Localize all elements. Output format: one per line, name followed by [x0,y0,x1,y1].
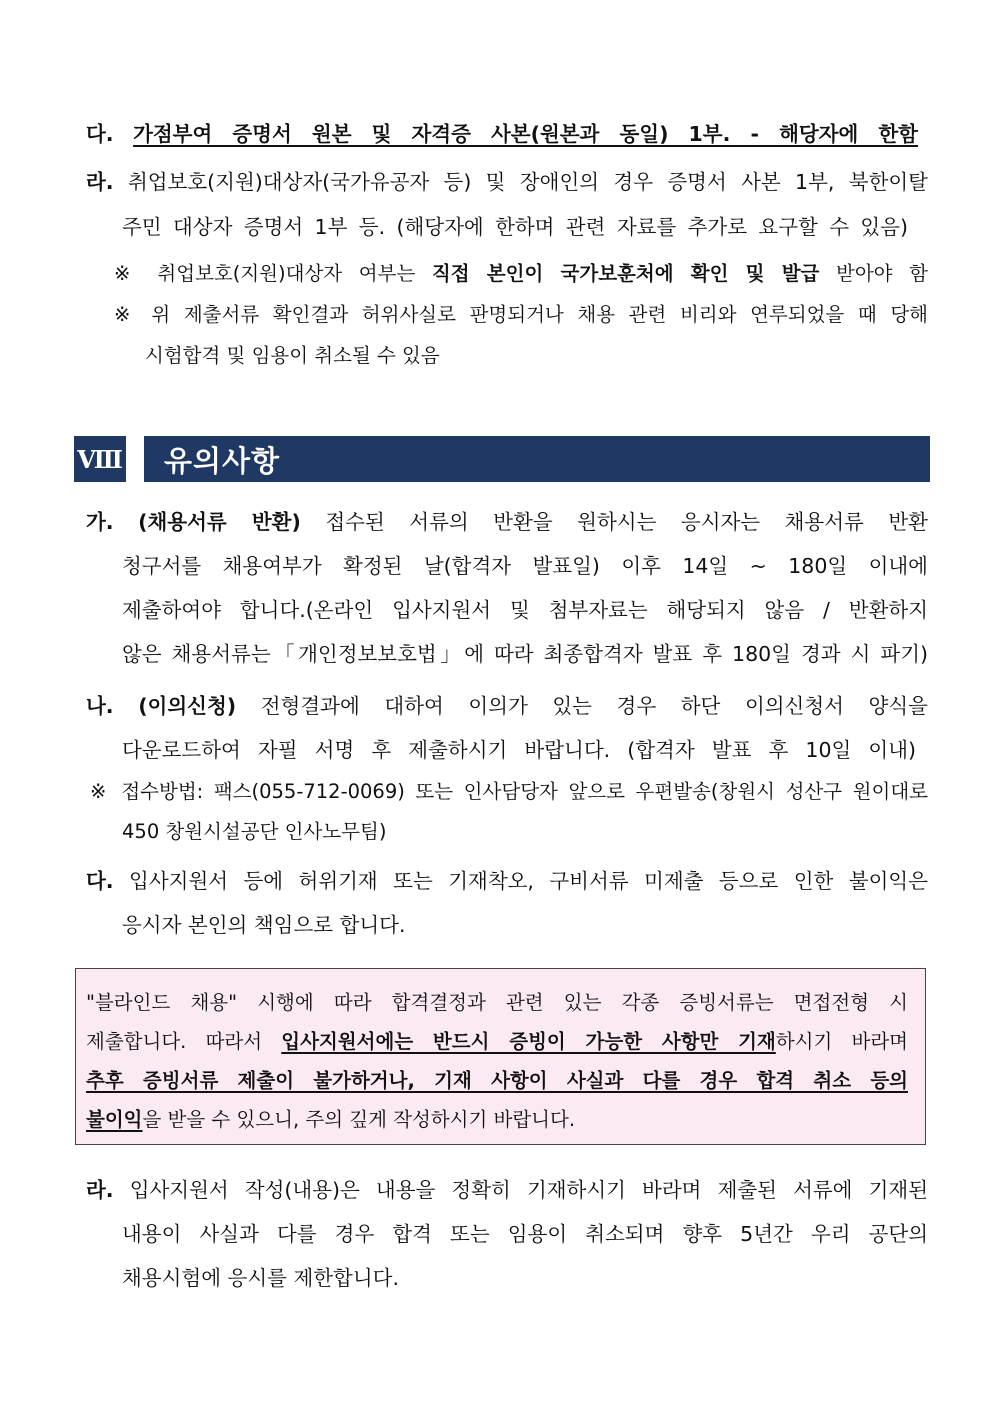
item-na-head: (이의신청) [138,694,237,718]
item-ga-line3: 제출하여야 합니다.(온라인 입사지원서 및 첨부자료는 해당되지 않음 / 반환하지 [122,598,928,622]
item-number: 다. [86,869,114,893]
item-da-text: 가점부여 증명서 원본 및 자격증 사본(원본과 동일) 1부. - 해당자에 한함 [133,122,918,146]
item-ga-line1: 접수된 서류의 반환을 원하시는 응시자는 채용서류 반환 [325,510,928,534]
item-ra-line1: 취업보호(지원)대상자(국가유공자 등) 및 장애인의 경우 증명서 사본 1부, 북한이탈 [127,170,928,194]
item-da-line1: 입사지원서 등에 허위기재 또는 기재착오, 구비서류 미제출 등으로 인한 불이익은 [129,869,928,893]
notice-line4-post: 을 받을 수 있으니, 주의 깊게 작성하시기 바랍니다. [142,1108,576,1131]
section-title-bar [144,436,930,482]
note-1 [114,264,928,284]
item-ra-top [86,172,928,193]
reference-mark-icon: ※ [114,262,141,285]
section-number: Ⅷ [74,436,126,482]
notice-line1: "블라인드 채용" 시행에 따라 합격결정과 관련 있는 각종 증빙서류는 면접전형 시 [86,991,908,1014]
note-1-bold: 직접 본인이 국가보훈처에 확인 및 발급 [431,262,820,285]
item-ra [86,1180,928,1201]
item-ga-line2: 청구서를 채용여부가 확정된 날(합격자 발표일) 이후 14일 ~ 180일 이내에 [122,554,928,578]
note-1-post: 받아야 함 [836,262,928,285]
item-ga-head: (채용서류 반환) [138,510,301,534]
notice-line2-post: 하시기 바라며 [775,1030,908,1053]
item-number: 나. [86,694,114,718]
note-2-line1: 위 제출서류 확인결과 허위사실로 판명되거나 채용 관련 비리와 연루되었을 때 당해 [151,303,929,326]
notice-line2 [86,1032,908,1052]
note-3 [90,782,928,802]
item-number: 가. [86,510,114,534]
item-da [86,871,928,892]
section-title: 유의사항 [164,443,281,478]
item-ra-line1: 입사지원서 작성(내용)은 내용을 정확히 기재하시기 바라며 제출된 서류에 기재된 [129,1178,928,1202]
item-da-top [86,124,918,145]
item-number: 라. [86,170,114,194]
item-da-line2: 응시자 본인의 책임으로 합니다. [122,913,406,937]
note-2 [114,305,928,325]
item-number: 다. [86,122,114,146]
item-ra-line2: 내용이 사실과 다를 경우 합격 또는 임용이 취소되며 향후 5년간 우리 공단의 [122,1222,928,1246]
item-na-line1: 전형결과에 대하여 이의가 있는 경우 하단 이의신청서 양식을 [260,694,928,718]
notice-line4-bold: 불이익 [86,1108,143,1131]
note-2-line2: 시험합격 및 임용이 취소될 수 있음 [145,344,440,367]
item-ra-line2: 주민 대상자 증명서 1부 등. (해당자에 한하며 관련 자료를 추가로 요구할 수 있음) [122,215,908,239]
note-1-pre: 취업보호(지원)대상자 여부는 [157,262,416,285]
notice-line2-bold: 입사지원서에는 반드시 증빙이 가능한 사항만 기재 [281,1030,776,1053]
notice-line4 [86,1110,575,1130]
item-na-line2: 다운로드하여 자필 서명 후 제출하시기 바랍니다. (합격자 발표 후 10일 이내) [122,738,916,762]
item-ra-line3: 채용시험에 응시를 제한합니다. [122,1266,399,1290]
item-ga [86,512,928,533]
note-3-line2: 450 창원시설공단 인사노무팀) [122,820,387,843]
note-3-line1: 접수방법: 팩스(055-712-0069) 또는 인사담당자 앞으로 우편발송(창원시 성산구 원이대로 [121,780,929,803]
reference-mark-icon: ※ [114,303,138,326]
section-header [74,436,930,482]
notice-line2-pre: 제출합니다. 따라서 [86,1030,263,1053]
item-ga-line4: 않은 채용서류는「개인정보보호법」에 따라 최종합격자 발표 후 180일 경과 시 파기) [122,642,928,666]
item-number: 라. [86,1178,114,1202]
blind-hiring-notice-box [75,968,926,1145]
item-na [86,696,928,717]
reference-mark-icon: ※ [90,780,111,803]
notice-line3: 추후 증빙서류 제출이 불가하거나, 기재 사항이 사실과 다를 경우 합격 취소 등의 [86,1069,908,1092]
